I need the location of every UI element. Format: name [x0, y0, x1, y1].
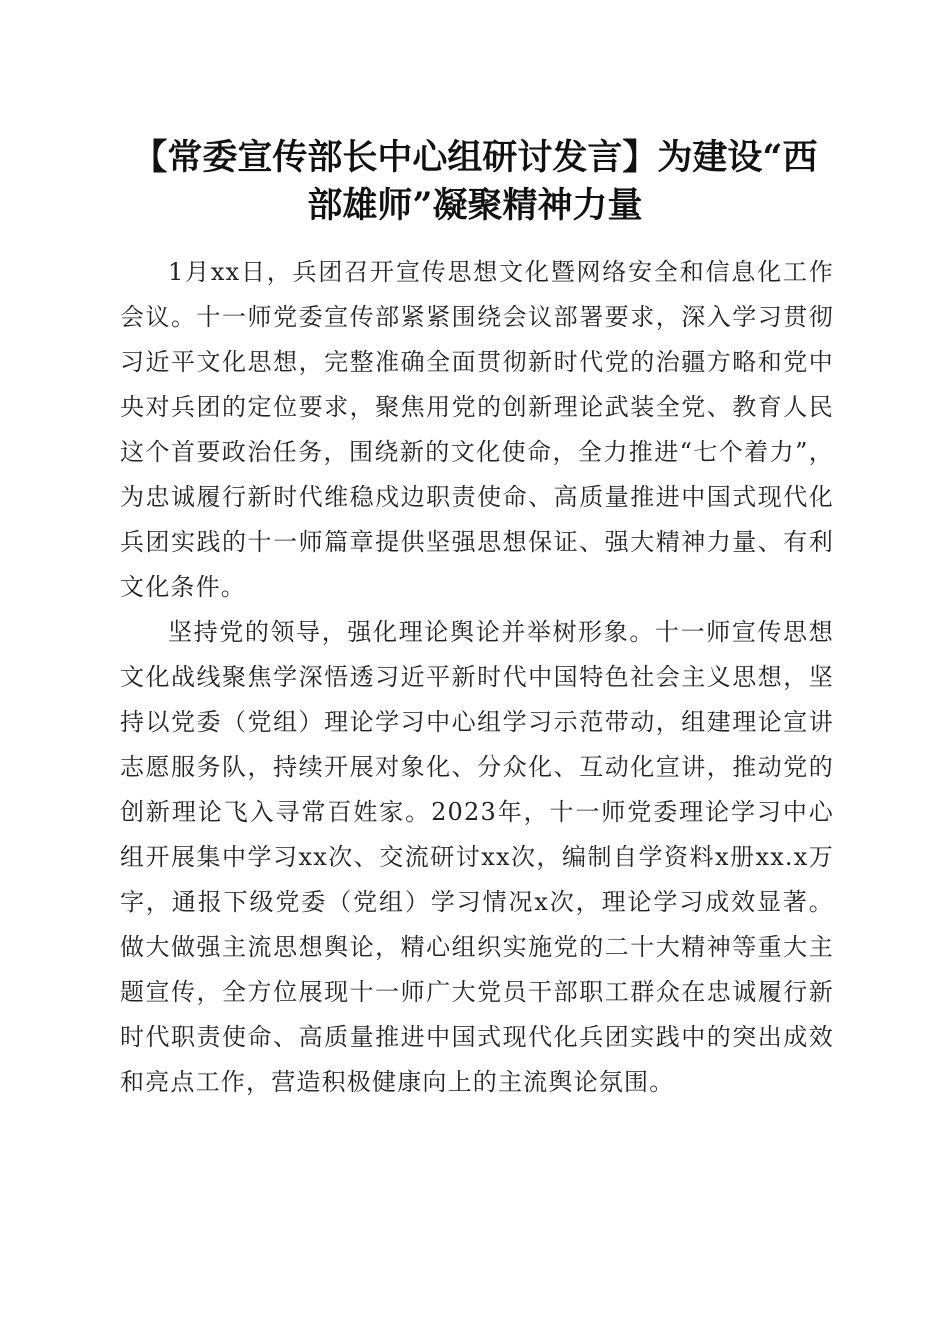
paragraph-party-leadership: 坚持党的领导，强化理论舆论并举树形象。十一师宣传思想文化战线聚焦学深悟透习近平新时代中国特色社会主义思想，坚持以党委（党组）理论学习中心组学习示范带动，组建理论宣讲志愿服务队，持续开展对象化、分众化、互动化宣讲，推动党的创新理论飞入寻常百姓家。2023年，十一师党委理论学习中心组开展集中学习xx次、交流研讨xx次，编制自学资料x册xx.x万字，通报下级党委（党组）学习情况x次，理论学习成效显著。做大做强主流思想舆论，精心组织实施党的二十大精神等重大主题宣传，全方位展现十一师广大党员干部职工群众在忠诚履行新时代职责使命、高质量推进中国式现代化兵团实践中的突出成效和亮点工作，营造积极健康向上的主流舆论氛围。	[120, 618, 834, 1096]
document-title: 【常委宣传部长中心组研讨发言】为建设“西部雄师”凝聚精神力量	[132, 137, 818, 226]
document-body	[120, 250, 834, 1105]
paragraph-intro: 1月xx日，兵团召开宣传思想文化暨网络安全和信息化工作会议。十一师党委宣传部紧紧围绕会议部署要求，深入学习贯彻习近平文化思想，完整准确全面贯彻新时代党的治疆方略和党中央对兵团的定位要求，聚焦用党的创新理论武装全党、教育人民这个首要政治任务，围绕新的文化使命，全力推进“七个着力”，为忠诚履行新时代维稳戍边职责使命、高质量推进中国式现代化兵团实践的十一师篇章提供坚强思想保证、强大精神力量、有利文化条件。	[120, 258, 834, 601]
